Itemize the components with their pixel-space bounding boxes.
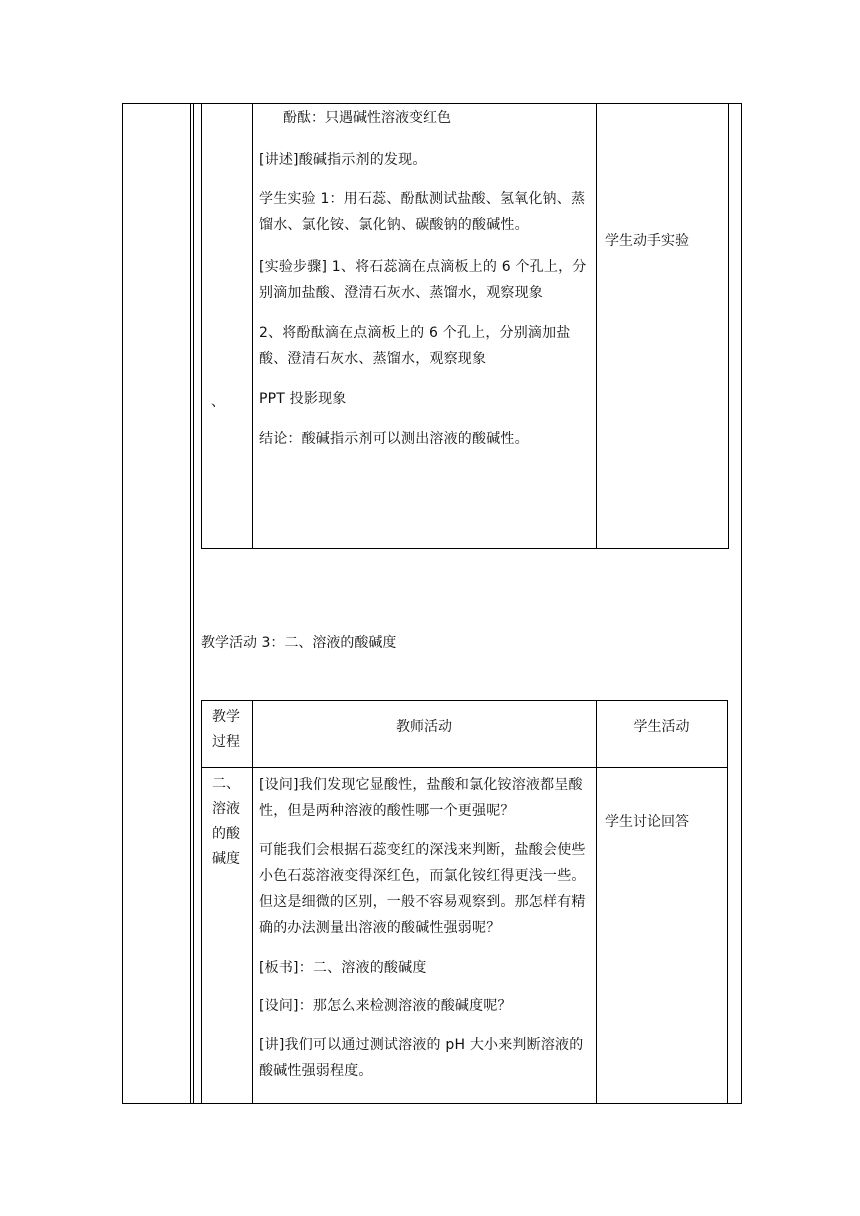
upper-line-3: 学生实验 1：用石蕊、酚酞测试盐酸、氢氧化钠、蒸馏水、氯化铵、氯化钠、碳酸钠的酸碱性。 bbox=[259, 191, 586, 233]
lower-line-1: [设问]我们发现它显酸性，盐酸和氯化铵溶液都呈酸性，但是两种溶液的酸性哪一个更强呢？ bbox=[259, 777, 583, 819]
section-heading: 教学活动 3：二、溶液的酸碱度 bbox=[201, 635, 397, 651]
upper-line-5: 2、将酚酞滴在点滴板上的 6 个孔上，分别滴加盐酸、澄清石灰水、蒸馏水，观察现象 bbox=[259, 325, 571, 367]
upper-line-7: 结论：酸碱指示剂可以测出溶液的酸碱性。 bbox=[259, 431, 529, 447]
lower-student-activity: 学生讨论回答 bbox=[605, 814, 689, 830]
upper-line-2: [讲述]酸碱指示剂的发现。 bbox=[259, 152, 427, 168]
process-label: 二、溶液的酸碱度 bbox=[212, 776, 240, 867]
upper-line-1: 酚酞：只遇碱性溶液变红色 bbox=[283, 110, 451, 126]
header-student: 学生活动 bbox=[633, 719, 690, 735]
header-teacher: 教师活动 bbox=[396, 719, 452, 735]
lower-line-3: [板书]：二、溶液的酸碱度 bbox=[259, 960, 427, 976]
upper-student-activity: 学生动手实验 bbox=[605, 233, 689, 249]
lower-line-4: [设问]：那怎么来检测溶液的酸碱度呢？ bbox=[259, 998, 512, 1014]
lower-line-5: [讲]我们可以通过测试溶液的 pH 大小来判断溶液的酸碱性强弱程度。 bbox=[259, 1037, 584, 1079]
header-process: 教学过程 bbox=[212, 709, 240, 750]
upper-line-4: [实验步骤] 1、将石蕊滴在点滴板上的 6 个孔上，分别滴加盐酸、澄清石灰水、蒸馏水，观察现象 bbox=[259, 259, 587, 301]
left-mark: 、 bbox=[211, 394, 225, 410]
upper-line-6: PPT 投影现象 bbox=[259, 391, 347, 407]
lower-line-2: 可能我们会根据石蕊变红的深浅来判断，盐酸会使些小色石蕊溶液变得深红色，而氯化铵红得更浅一些。但这是细微的区别，一般不容易观察到。那怎样有精确的办法测量出溶液的酸碱性强弱呢？ bbox=[259, 842, 586, 936]
